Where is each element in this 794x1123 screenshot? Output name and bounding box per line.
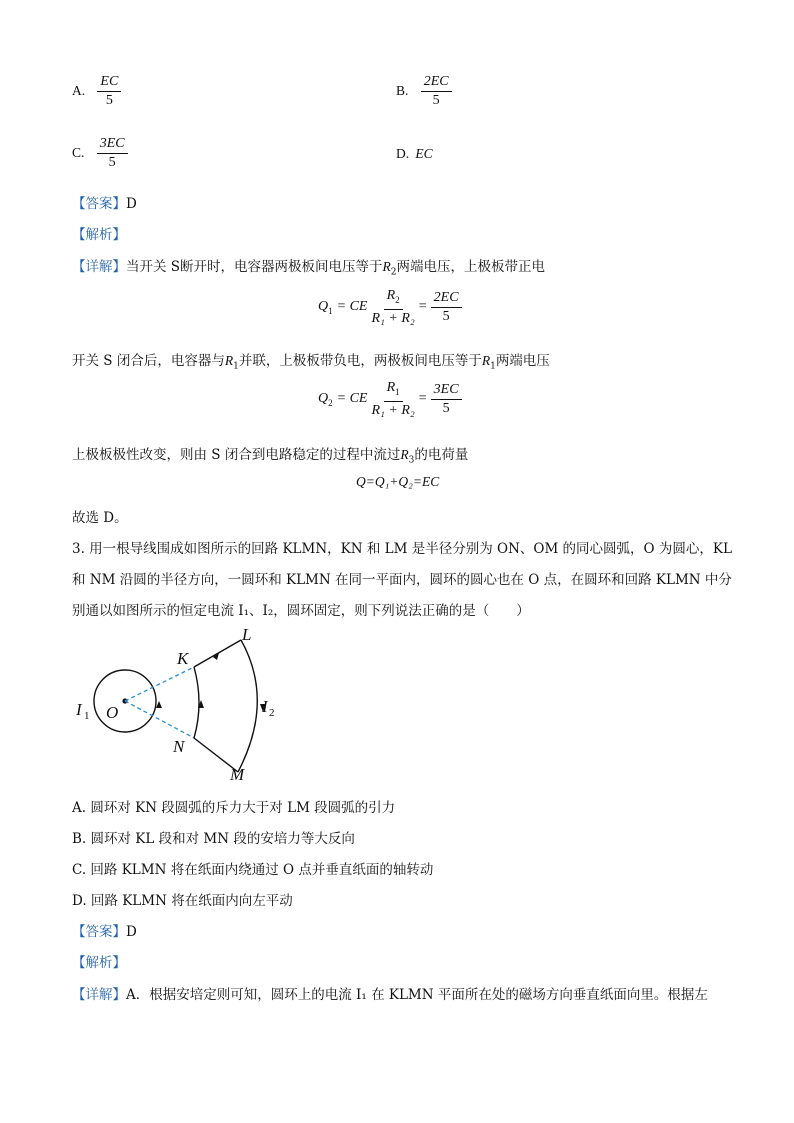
eq2-den: R₁ + R₂ xyxy=(371,402,415,418)
q2-detail-tag: 【详解】 xyxy=(72,259,126,275)
label-i1: I xyxy=(76,700,82,719)
label-m: M xyxy=(230,765,245,784)
q3-stem-line2: 和 NM 沿圆的半径方向，一圆环和 KLMN 在同一平面内，圆环的圆心也在 O 点，在圆环和回路 KLMN 中分 xyxy=(72,572,732,588)
q3-detail-text: A．根据安培定则可知，圆环上的电流 I₁ 在 KLMN 平面所在处的磁场方向垂直纸面向里。根据左 xyxy=(126,987,708,1003)
eq2-left-sub: 2 xyxy=(328,397,333,408)
eq1-result-den: 5 xyxy=(442,308,450,324)
eq1-result xyxy=(431,290,462,325)
option-d-text: EC xyxy=(415,146,433,161)
option-a xyxy=(72,74,121,109)
q3-answer: D xyxy=(126,924,137,940)
q2-analysis-tag: 【解析】 xyxy=(72,227,126,243)
q2-line2-tail: 两端电压 xyxy=(495,353,550,369)
option-b xyxy=(396,74,452,109)
q2-line2-r2: R xyxy=(481,353,491,368)
option-a-denominator: 5 xyxy=(105,93,113,108)
q3-stem-line3: 别通以如图所示的恒定电流 I₁、I₂，圆环固定，则下列说法正确的是（ ） xyxy=(72,603,530,619)
q2-line3-tail: 的电荷量 xyxy=(414,447,469,463)
q2-line3-text: 上极板极性改变，则由 S 闭合到电路稳定的过程中流过 xyxy=(72,447,401,463)
q2-detail-line2 xyxy=(72,349,550,372)
label-i2-sub: 2 xyxy=(269,707,275,719)
option-b-numerator: 2EC xyxy=(421,74,452,92)
eq2-ce: = CE xyxy=(336,391,368,407)
eq2-num-sub: 1 xyxy=(395,386,400,397)
option-b-denominator: 5 xyxy=(432,93,440,108)
eq1-fraction xyxy=(371,288,414,327)
option-b-label: B. xyxy=(396,83,409,98)
label-l: L xyxy=(242,625,252,644)
option-a-fraction xyxy=(97,74,121,109)
segment-kl xyxy=(194,640,241,667)
label-n: N xyxy=(173,737,185,756)
q3-answer-line xyxy=(72,920,137,940)
q2-line2-r-sub: 1 xyxy=(233,361,239,372)
q2-line2-mid: 并联，上极板带负电，两极板间电压等于 xyxy=(238,353,482,369)
eq1-num: R xyxy=(386,288,396,303)
arc-nk xyxy=(194,667,199,738)
q2-line2-r2-sub: 1 xyxy=(490,361,496,372)
q2-answer: D xyxy=(126,196,137,212)
q3-option-c: C. 回路 KLMN 将在纸面内绕通过 O 点并垂直纸面的轴转动 xyxy=(72,862,434,878)
q3-detail-tag: 【详解】 xyxy=(72,987,126,1003)
label-i2: I xyxy=(262,697,268,716)
eq2-result xyxy=(431,382,462,417)
label-k: K xyxy=(177,649,189,668)
arrow-ring-icon xyxy=(156,701,162,708)
eq2-num: R xyxy=(386,380,396,395)
q3-stem-line1: 3. 用一根导线围成如图所示的回路 KLMN，KN 和 LM 是半径分别为 ON、OM 的同心圆弧，O 为圆心，KL xyxy=(72,541,732,557)
q2-analysis-line xyxy=(72,223,126,243)
option-a-label: A. xyxy=(72,83,86,98)
option-c-numerator: 3EC xyxy=(97,136,128,154)
eq2-result-den: 5 xyxy=(442,400,450,416)
option-d-label: D. xyxy=(396,146,410,161)
option-d xyxy=(396,146,433,162)
equation-q-total: Q=Q₁+Q₂=EC xyxy=(356,474,440,489)
equation-q1: $Q_1$ = CE $\frac{R_2}{\text{R₁ + R₂}}$ = $\frac{2EC}{5}$ xyxy=(318,288,462,327)
label-i1-sub: 1 xyxy=(84,710,90,722)
eq1-result-num: 2EC xyxy=(431,290,462,308)
eq1-ce: = CE xyxy=(336,299,368,315)
q2-detail-line3 xyxy=(72,443,468,466)
eq2-fraction xyxy=(371,380,414,419)
circuit-figure xyxy=(70,624,300,789)
equation-q2: $Q_2$ = CE $\frac{R_1}{\text{R₁ + R₂}}$ = $\frac{3EC}{5}$ xyxy=(318,380,462,419)
arc-lm xyxy=(238,640,257,772)
option-c-label: C. xyxy=(72,145,85,160)
eq1-num-sub: 2 xyxy=(395,294,400,305)
q2-conclusion: 故选 D。 xyxy=(72,510,128,526)
q2-line3-r: R xyxy=(400,447,409,462)
q2-line2-r: R xyxy=(224,353,234,368)
q3-analysis-tag: 【解析】 xyxy=(72,955,126,971)
q2-line1-r: R xyxy=(382,259,391,274)
q3-option-d: D. 回路 KLMN 将在纸面内向左平动 xyxy=(72,893,293,909)
option-b-fraction xyxy=(421,74,452,109)
eq1-left-sub: 1 xyxy=(328,305,333,316)
label-o: O xyxy=(106,703,119,722)
option-c-fraction xyxy=(97,136,128,171)
q2-line1-tail: 两端电压，上极板带正电 xyxy=(396,259,546,275)
eq1-left: Q xyxy=(318,299,329,314)
q2-line3-r-sub: 3 xyxy=(408,455,415,466)
eq1-den: R₁ + R₂ xyxy=(371,310,415,326)
q3-analysis-line xyxy=(72,951,126,971)
q2-line1-text: 当开关 S断开时，电容器两极板间电压等于 xyxy=(126,259,383,275)
q2-answer-line xyxy=(72,192,137,212)
q2-line2-text: 开关 S 闭合后，电容器与 xyxy=(72,353,225,369)
q2-line1-r-sub: 2 xyxy=(390,267,397,278)
q3-option-a: A. 圆环对 KN 段圆弧的斥力大于对 LM 段圆弧的引力 xyxy=(72,800,396,816)
eq2-result-num: 3EC xyxy=(431,382,462,400)
eq2-left: Q xyxy=(318,391,329,406)
q3-detail-line xyxy=(72,983,708,1003)
option-c-denominator: 5 xyxy=(108,155,116,170)
q3-option-b: B. 圆环对 KL 段和对 MN 段的安培力等大反向 xyxy=(72,831,355,847)
option-c xyxy=(72,136,128,171)
option-a-numerator: EC xyxy=(97,74,121,92)
q2-detail-line1 xyxy=(72,255,545,278)
q2-answer-tag: 【答案】 xyxy=(72,196,126,212)
q3-answer-tag: 【答案】 xyxy=(72,924,126,940)
